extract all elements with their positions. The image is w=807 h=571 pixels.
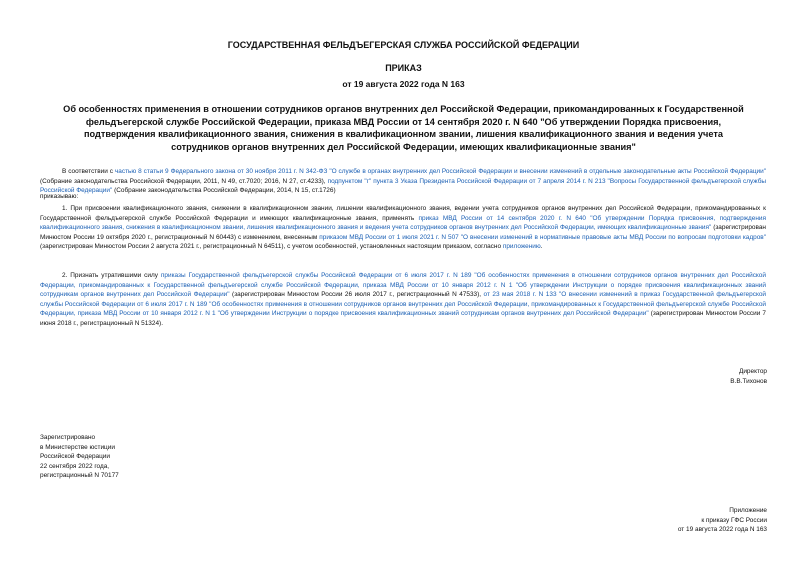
orders-label: приказываю: [40,193,79,200]
law-link[interactable]: частью 8 статьи 9 Федерального закона от 30 ноября 2011 г. N 342-ФЗ "О службе в органах внутренних дел Российской Федерации и внесении изменений в отдельные законодательные акты Российской Федерации" [114,168,766,175]
appendix-line: Приложение [729,507,767,514]
order-507-link[interactable]: приказом МВД России от 1 июля 2021 г. N 507 "О внесении изменений в нормативные правовые акты МВД России по вопросам подготовки кадров" [319,233,766,241]
order-133-link[interactable]: от 23 мая 2018 г. N 133 "О внесении изменений в приказ Государственной фельдъегерской службы Российской Федерации от 6 июля 2017 г. N 189 "Об особенностях применения в отношении сотрудников органов внутренних дел Российской Федерации, прикомандированных к Государственной фельдъегерской службе Российской Федерации, приказа МВД России от 10 января 2012 г. N 1 "Об утверждении Инструкции о порядке присвоения квалификационных званий сотрудникам органов внутренних дел Российской Федерации" [40,291,767,318]
appendix-line: от 19 августа 2022 года N 163 [677,526,767,534]
text-fragment: (зарегистрирован Минюстом России 26 июля 2017 г., регистрационный N 47533), [229,291,484,299]
order-640-link[interactable]: приказ МВД России от 14 сентября 2020 г. N 640 "Об утверждении Порядка присвоения, подтверждения квалификационного звания, снижения в квалификационном звании, лишения квалификационного звания и ведения учета сотрудников органов внутренних дел Российской Федерации, имеющих квалификационные звания" [40,214,766,232]
registration-line: Российской Федерации [40,453,111,461]
text-fragment: В соответствии с [62,168,115,175]
text-fragment: (зарегистрирован Минюстом России 2 августа 2021 г., регистрационный N 64511), с учетом особенностей, установленных настоящим приказом, согласно [40,243,503,251]
document-type: ПРИКАЗ [385,63,422,73]
text-fragment: 1. При присвоении квалификационного звания, снижении в квалификационном звании, лишении квалификационного звания, ведении учета сотрудников органов внутренних дел Российской Федерации, прикомандированных к Государственной фельдъегерской службе Российской Федерации и имеющих квалификационные звания, применять [40,205,766,222]
appendix-line: к приказу ГФС России [701,516,767,524]
document-date-number: от 19 августа 2022 года N 163 [342,79,465,89]
registration-line: регистрационный N 70177 [40,472,119,480]
registration-block [40,433,119,481]
item-2-paragraph [40,271,766,329]
document-title: Об особенностях применения в отношении сотрудников органов внутренних дел Российской Федерации, прикомандированных к Государственной фельдъегерской службе Российской Федерации, приказа МВД России от 14 сентября 2020 г. N 640 "Об утверждении Порядка присвоения, подтверждения квалификационного звания, снижения в квалификационном звании, лишения квалификационного звания и ведения учета сотрудников органов внутренних дел Российской Федерации, имеющих квалификационные звания" [63,104,744,152]
signer-position: Директор [738,368,767,375]
item-1-paragraph [40,204,766,252]
registration-line: Зарегистрировано [40,434,96,441]
text-fragment: 2. Признать утратившими силу [62,272,161,279]
appendix-block [678,506,767,535]
signer-name: В.В.Тихонов [730,377,767,385]
text-fragment: . [540,243,543,251]
text-fragment: (зарегистрирован Минюстом России 7 июня 2018 г., регистрационный N 51324). [40,310,766,327]
decree-link[interactable]: подпунктом "г" пункта 3 Указа Президента Российской Федерации от 7 апреля 2014 г. N 213 "Вопросы Государственной фельдъегерской службы Российской Федерации" [40,177,767,195]
issuing-organization: ГОСУДАРСТВЕННАЯ ФЕЛЬДЪЕГЕРСКАЯ СЛУЖБА РОССИЙСКОЙ ФЕДЕРАЦИИ [227,40,580,50]
text-fragment: (зарегистрирован Минюстом России 19 октября 2020 г., регистрационный N 60443) с изменением, внесенным [40,224,766,241]
registration-line: 22 сентября 2022 года, [40,462,110,470]
text-fragment: (Собрание законодательства Российской Федерации, 2014, N 15, ст.1726) [112,187,336,195]
registration-line: в Министерстве юстиции [40,443,115,451]
appendix-link[interactable]: приложению [502,243,541,251]
text-fragment: (Собрание законодательства Российской Федерации, 2011, N 49, ст.7020; 2016, N 27, ст.4233), [40,177,328,185]
order-189-link[interactable]: приказы Государственной фельдъегерской службы Российской Федерации от 6 июля 2017 г. N 189 "Об особенностях применения в отношении сотрудников органов внутренних дел Российской Федерации, прикомандированных к Государственной фельдъегерской службе Российской Федерации, приказа МВД России от 10 января 2012 г. N 1 "Об утверждении Инструкции о порядке присвоения квалификационных званий сотрудникам органов внутренних дел Российской Федерации" [40,272,766,299]
signature-block [730,367,767,386]
